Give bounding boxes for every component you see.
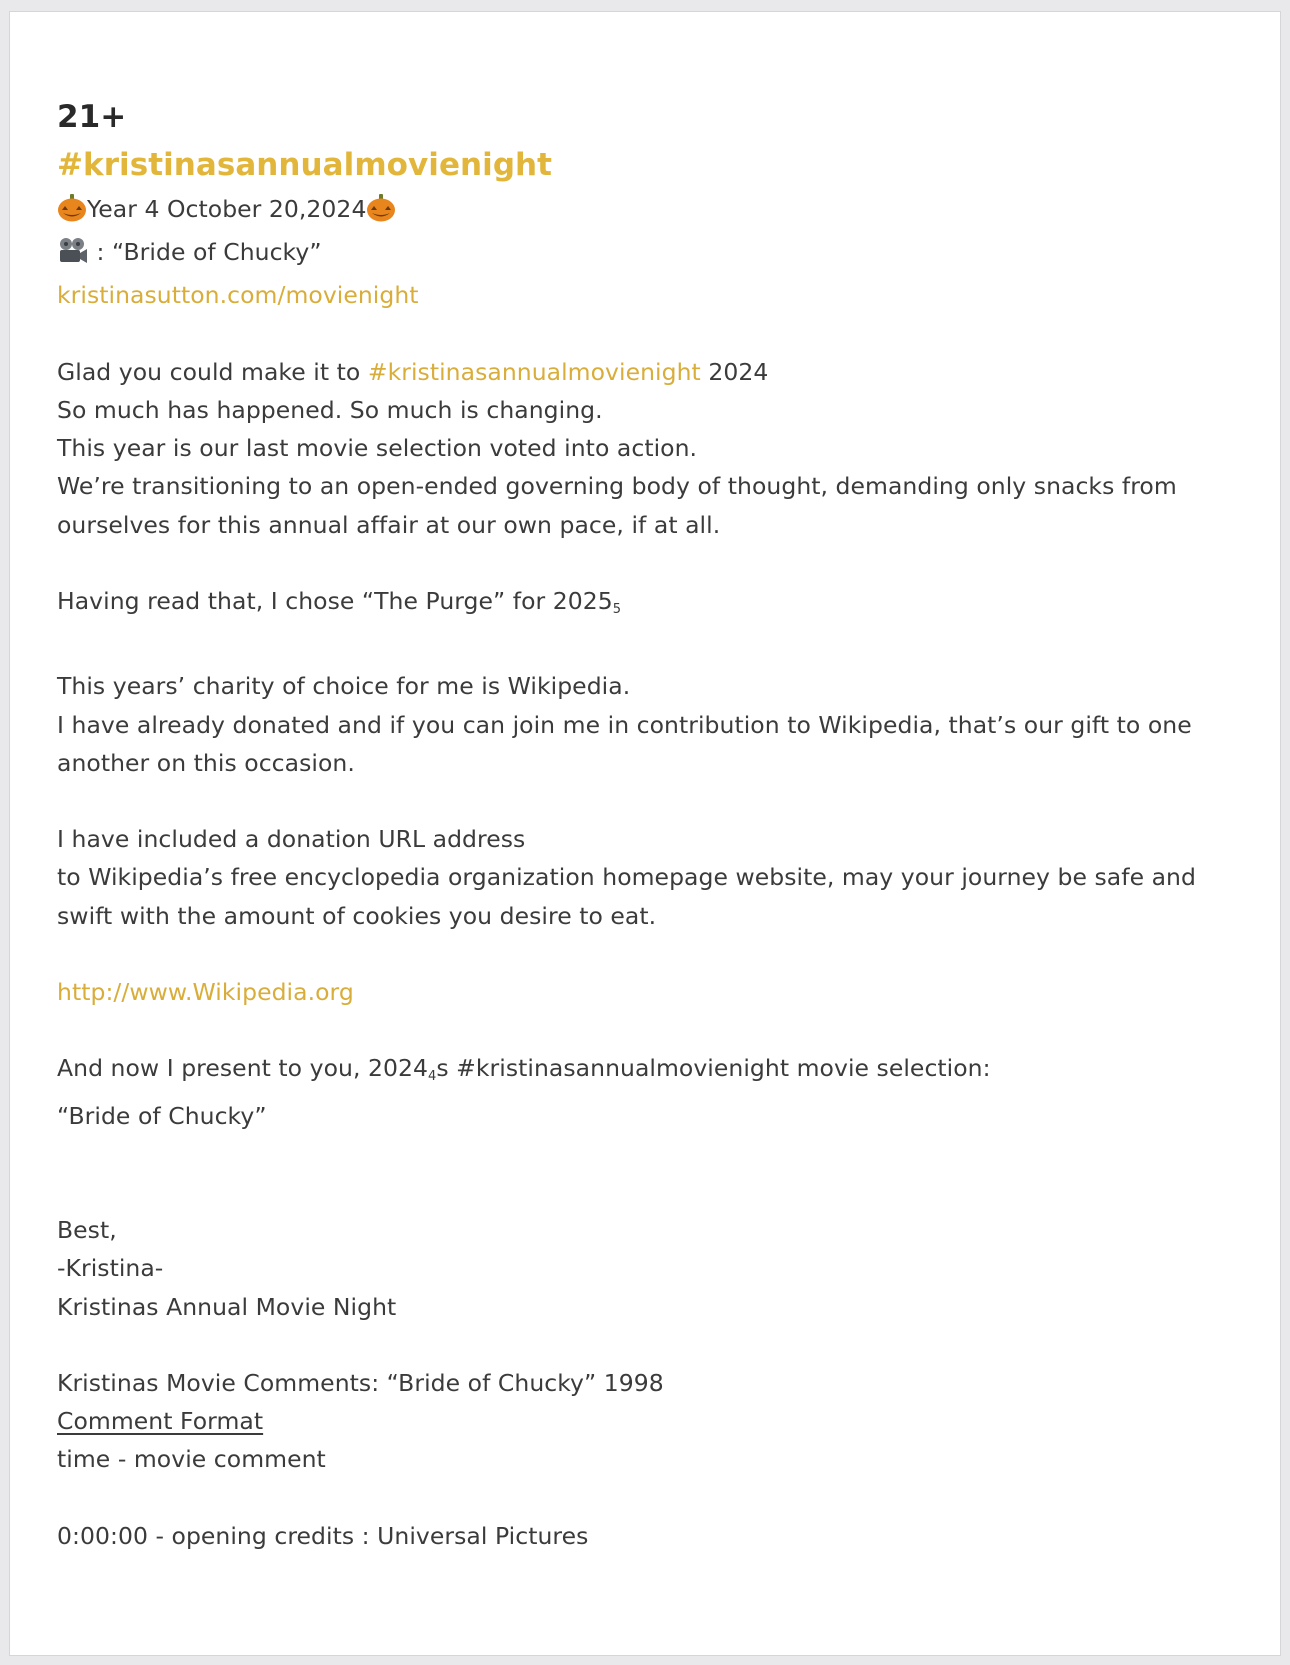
charity-line-1: This years’ charity of choice for me is Wikipedia.	[57, 672, 631, 701]
presentation-prefix: And now I present to you, 2024	[57, 1054, 429, 1083]
spacer	[57, 782, 1257, 820]
greeting-suffix: 2024	[700, 357, 769, 386]
spacer	[57, 629, 1257, 667]
document-body	[57, 94, 1257, 1555]
purge-line	[57, 582, 1257, 629]
intro-line-2: So much has happened. So much is changing.	[57, 396, 603, 424]
greeting-hashtag-link[interactable]: #kristinasannualmovienight	[367, 357, 701, 386]
comment-format: time - movie comment	[57, 1445, 326, 1474]
spacer	[57, 1011, 1257, 1049]
intro-line-4: We’re transitioning to an open-ended governing body of thought, demanding only snacks from ourselves for this annual affair at our own pace, if at all.	[57, 472, 1177, 539]
greeting-prefix: Glad you could make it to	[57, 357, 368, 386]
spacer	[57, 1479, 1257, 1517]
presentation-movie: “Bride of Chucky”	[57, 1101, 267, 1130]
movie-camera-icon	[57, 237, 89, 276]
charity-line-2: I have already donated and if you can join me in contribution to Wikipedia, that’s our gift to one another on this occasion.	[57, 710, 1192, 777]
event-date-text: Year 4 October 20,2024	[87, 195, 367, 223]
movie-title-text: : “Bride of Chucky”	[89, 238, 322, 267]
donation-line-2: to Wikipedia’s free encyclopedia organization homepage website, may your journey be safe and swift with the amount of cookies you desire to eat.	[57, 863, 1196, 930]
purge-subscript: 5	[612, 602, 622, 617]
site-link[interactable]: kristinasutton.com/movienight	[57, 281, 419, 310]
purge-text: Having read that, I chose “The Purge” for 2025	[57, 587, 613, 615]
spacer	[57, 544, 1257, 582]
comment-entry: 0:00:00 - opening credits : Universal Pictures	[57, 1521, 589, 1550]
donation-line-1: I have included a donation URL address	[57, 825, 526, 854]
spacer	[57, 315, 1257, 353]
spacer	[57, 1326, 1257, 1364]
hashtag-title[interactable]: #kristinasannualmovienight	[57, 147, 553, 183]
spacer	[57, 935, 1257, 973]
presentation-line	[57, 1049, 1257, 1096]
intro-line-3: This year is our last movie selection voted into action.	[57, 434, 698, 463]
signoff-name: -Kristina-	[57, 1254, 164, 1283]
wikipedia-link[interactable]: http://www.Wikipedia.org	[57, 977, 354, 1006]
presentation-subscript: 4	[428, 1069, 437, 1085]
event-date-line	[57, 190, 1257, 233]
jack-o-lantern-icon	[366, 194, 396, 233]
movie-title-line	[57, 233, 1257, 276]
spacer	[57, 1135, 1257, 1211]
signoff-best: Best,	[57, 1216, 117, 1245]
presentation-suffix: s #kristinasannualmovienight movie selection:	[436, 1054, 991, 1083]
comment-format-heading: Comment Format	[57, 1407, 264, 1436]
comments-title: Kristinas Movie Comments: “Bride of Chucky” 1998	[57, 1368, 664, 1397]
jack-o-lantern-icon	[57, 194, 87, 233]
intro-greeting	[57, 353, 1257, 391]
signoff-org: Kristinas Annual Movie Night	[57, 1292, 397, 1321]
age-tag: 21+	[57, 99, 127, 135]
document-page	[9, 11, 1281, 1656]
